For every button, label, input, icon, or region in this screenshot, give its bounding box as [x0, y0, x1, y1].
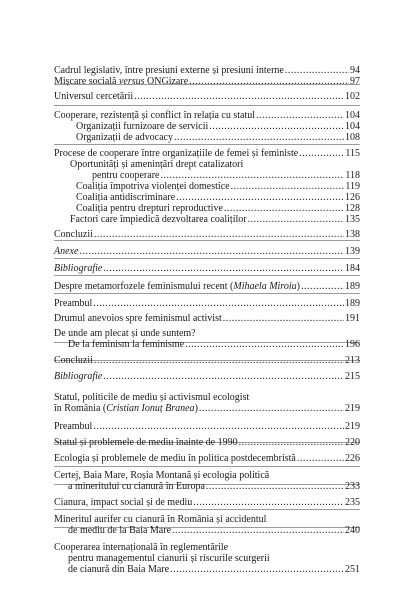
entry-page: 196 [345, 339, 360, 350]
entry-title: De unde am plecat și unde suntem? [54, 328, 196, 339]
entry-page: 119 [345, 181, 360, 192]
toc-entry[interactable] [54, 514, 360, 536]
toc-entry[interactable] [54, 246, 360, 257]
toc-entry[interactable] [54, 214, 360, 225]
entry-title: Concluzii [54, 355, 93, 366]
entry-title: Ecologia și problemele de mediu în politica postdecembristă [54, 453, 296, 464]
entry-title-cont: de mediu de la Baia Mare [68, 525, 172, 536]
toc-entry[interactable] [54, 497, 360, 508]
divider [54, 240, 360, 241]
entry-title-cont: a mineritului cu cianură în Europa [68, 481, 205, 492]
divider [54, 509, 360, 510]
entry-page: 220 [345, 437, 360, 448]
entry-page: 219 [345, 403, 360, 414]
toc-entry[interactable] [54, 453, 360, 464]
entry-title: Cianura, impact social și de mediu [54, 497, 193, 508]
toc-entry[interactable] [54, 470, 360, 492]
toc-entry[interactable] [54, 421, 360, 432]
toc-entry[interactable] [54, 181, 360, 192]
toc-entry[interactable] [54, 328, 360, 339]
entry-title: Preambul [54, 421, 93, 432]
entry-page: 189 [345, 298, 360, 309]
entry-page: 139 [345, 246, 360, 257]
toc-entry[interactable] [54, 121, 360, 132]
entry-title: Oportunități și amenințări drept catalizatori [70, 159, 244, 170]
toc-entry[interactable] [54, 203, 360, 214]
entry-title: Cooperare, rezistență și conflict în relația cu statul [54, 110, 256, 121]
toc-entry[interactable] [54, 132, 360, 143]
entry-title: Anexe [54, 246, 79, 257]
divider [54, 144, 360, 145]
entry-title: Factori care împiedică dezvoltarea coaliților [70, 214, 247, 225]
divider [54, 466, 360, 467]
entry-title: Procese de cooperare între organizațiile de femei și feministe [54, 148, 299, 159]
entry-title: Mineritul aurifer cu cianură în România și accidentul [54, 514, 267, 525]
toc-entry[interactable] [54, 76, 360, 87]
toc-entry[interactable] [54, 281, 360, 292]
entry-page: 108 [345, 132, 360, 143]
toc-entry[interactable] [54, 313, 360, 324]
toc-entry[interactable] [54, 110, 360, 121]
entry-title-cont: în România (Cristian Ionuț Branea) [54, 403, 198, 414]
entry-title: Bibliografie [54, 371, 103, 382]
entry-page: 128 [345, 203, 360, 214]
toc-entry[interactable] [54, 339, 360, 350]
entry-page: 189 [345, 281, 360, 292]
entry-page: 226 [345, 453, 360, 464]
entry-title: Universul cercetării [54, 91, 134, 102]
entry-page: 251 [345, 564, 360, 575]
entry-page: 213 [345, 355, 360, 366]
entry-title-cont: pentru cooperare [92, 170, 160, 181]
entry-title: Certej, Baia Mare, Roșia Montană și ecologia politică [54, 470, 270, 481]
entry-page: 219 [345, 421, 360, 432]
entry-page: 135 [345, 214, 360, 225]
entry-page: 104 [345, 110, 360, 121]
entry-title: Coaliția antidiscriminare [76, 192, 176, 203]
entry-title: Preambul [54, 298, 93, 309]
entry-title: Cadrul legislativ, între presiuni externe și presiuni interne [54, 65, 284, 76]
toc-entry[interactable] [54, 355, 360, 366]
entry-title: Organizații furnizoare de servicii [76, 121, 209, 132]
entry-title: Mișcare socială versus ONGizare [54, 76, 189, 87]
toc-entry[interactable] [54, 91, 360, 102]
entry-page: 94 [350, 65, 360, 76]
entry-title: Drumul anevoios spre feminismul activist [54, 313, 222, 324]
entry-title-cont: De la feminism la feminisme [68, 339, 185, 350]
entry-page: 184 [345, 263, 360, 274]
entry-page: 115 [345, 148, 360, 159]
entry-title: Concluzii [54, 229, 93, 240]
divider [54, 275, 360, 276]
toc-entry[interactable] [54, 298, 360, 309]
entry-title: Bibliografie [54, 263, 103, 274]
divider [54, 258, 360, 259]
entry-title: Statul și problemele de mediu înainte de 1990 [54, 437, 238, 448]
entry-page: 240 [345, 525, 360, 536]
toc-entry[interactable] [54, 263, 360, 274]
toc-entry[interactable] [54, 192, 360, 203]
toc-entry[interactable] [54, 65, 360, 76]
entry-page: 118 [345, 170, 360, 181]
entry-page: 102 [345, 91, 360, 102]
toc-entry[interactable] [54, 542, 360, 575]
toc-entry[interactable] [54, 148, 360, 159]
entry-page: 215 [345, 371, 360, 382]
entry-title: Coaliția împotriva violenței domestice [76, 181, 230, 192]
entry-title: Despre metamorfozele feminismului recent (Mihaela Miroiu) [54, 281, 300, 292]
toc-entry[interactable] [54, 437, 360, 448]
entry-title-cont: de cianură din Baia Mare [68, 564, 170, 575]
entry-page: 235 [345, 497, 360, 508]
entry-page: 97 [350, 76, 360, 87]
toc-entry[interactable] [54, 159, 360, 181]
entry-page: 126 [345, 192, 360, 203]
entry-title-cont: pentru managementul cianurii și riscurile scurgerii [68, 553, 270, 564]
entry-page: 138 [345, 229, 360, 240]
entry-page: 191 [345, 313, 360, 324]
toc-entry[interactable] [54, 392, 360, 414]
toc-entry[interactable] [54, 229, 360, 240]
entry-title: Statul, politicile de mediu și activismul ecologist [54, 392, 250, 403]
entry-page: 104 [345, 121, 360, 132]
entry-title: Organizații de advocacy [76, 132, 173, 143]
toc-entry[interactable] [54, 371, 360, 382]
divider [54, 293, 360, 294]
entry-title: Coaliția pentru drepturi reproductive [76, 203, 223, 214]
divider [54, 105, 360, 106]
entry-title: Cooperarea internațională în reglementările [54, 542, 229, 553]
entry-page: 233 [345, 481, 360, 492]
